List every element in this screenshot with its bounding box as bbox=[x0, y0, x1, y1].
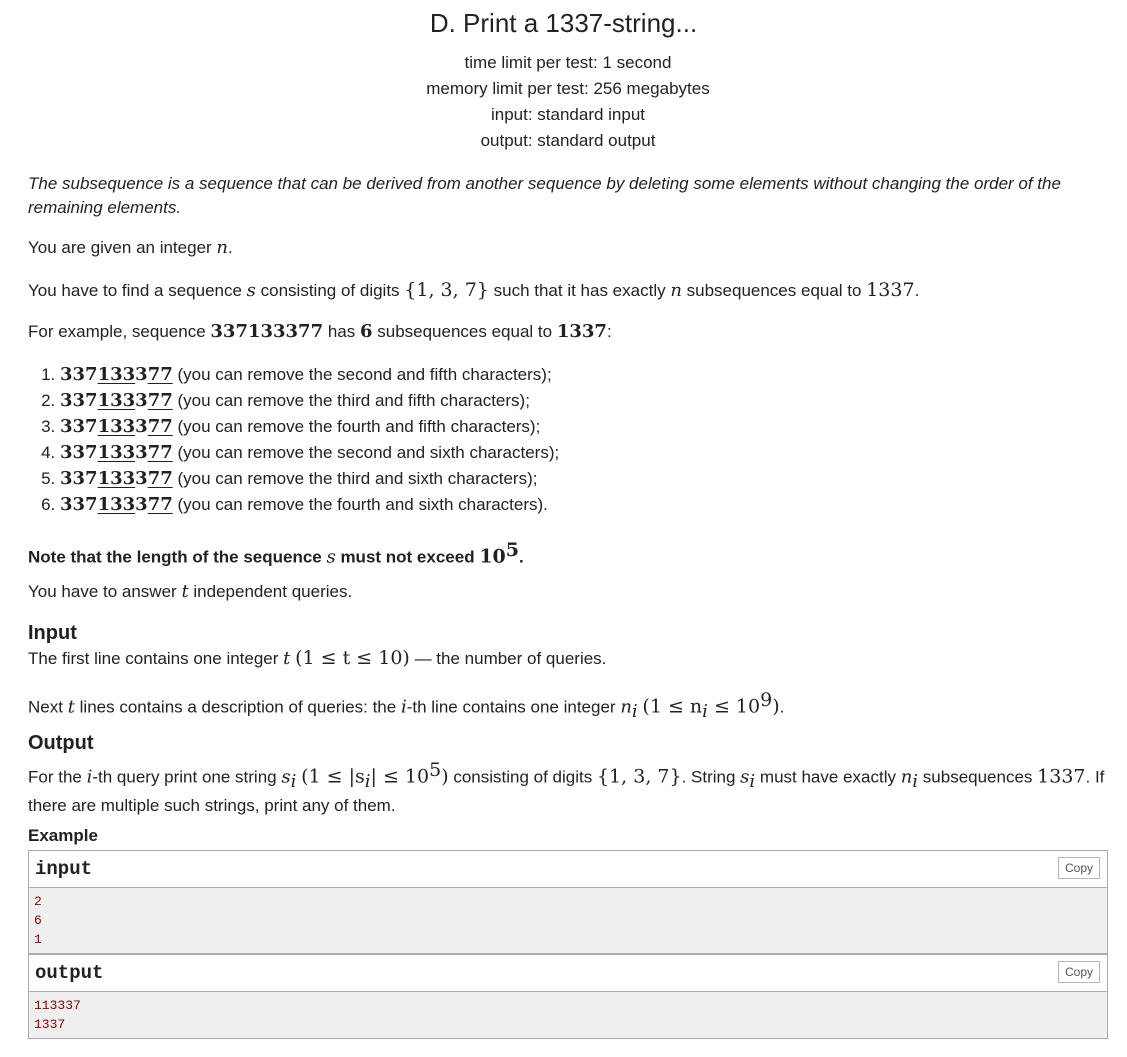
sample-input-header bbox=[29, 851, 1107, 888]
note-paragraph: Note that the length of the sequence s must not exceed $10^5$. bbox=[28, 539, 524, 568]
list-item: 5. 337133377 (you can remove the third and sixth characters); bbox=[60, 466, 559, 492]
statement-paragraph-3: For example, sequence 337133377 has 6 subsequences equal to 1337: bbox=[28, 321, 612, 342]
sample-output-box bbox=[28, 954, 1108, 1039]
sample-input-line: 1 bbox=[34, 932, 42, 947]
sample-output-header bbox=[29, 955, 1107, 992]
list-item: 2. 337133377 (you can remove the third and fifth characters); bbox=[60, 388, 559, 414]
problem-title: D. Print a 1337-string... bbox=[429, 8, 698, 38]
input-spec: input: standard input bbox=[490, 105, 646, 124]
time-limit: time limit per test: 1 second bbox=[464, 53, 672, 72]
sample-input-box bbox=[28, 850, 1108, 954]
example-title: Example bbox=[28, 826, 98, 845]
sample-output-line: 1337 bbox=[34, 1017, 66, 1032]
statement-paragraph-1: You are given an integer n. bbox=[28, 237, 233, 258]
sample-output-label: output bbox=[35, 962, 104, 984]
list-item: 6. 337133377 (you can remove the fourth and sixth characters). bbox=[60, 492, 559, 518]
legend-text: The subsequence is a sequence that can be derived from another sequence by deleting some elements without changing the order of the remaining elements. bbox=[28, 174, 1061, 217]
list-item: 3. 337133377 (you can remove the fourth and fifth characters); bbox=[60, 414, 559, 440]
output-spec: output: standard output bbox=[480, 131, 656, 150]
statement-paragraph-4: You have to answer t independent queries. bbox=[28, 581, 353, 602]
sample-output-content bbox=[29, 992, 1107, 1038]
list-item: 1. 337133377 (you can remove the second and fifth characters); bbox=[60, 362, 559, 388]
memory-limit: memory limit per test: 256 megabytes bbox=[426, 79, 710, 98]
statement-paragraph-2: You have to find a sequence s consisting of digits {1, 3, 7} such that it has exactly n subsequences equal to 1337. bbox=[28, 279, 920, 301]
copy-output-button[interactable]: Copy bbox=[1058, 961, 1100, 983]
list-item: 4. 337133377 (you can remove the second and sixth characters); bbox=[60, 440, 559, 466]
sample-output-line: 113337 bbox=[34, 998, 81, 1013]
sample-input-content bbox=[29, 888, 1107, 953]
copy-input-button[interactable]: Copy bbox=[1058, 857, 1100, 879]
sample-input-label: input bbox=[35, 858, 93, 880]
example-list bbox=[40, 362, 559, 518]
input-line-1: The first line contains one integer t (1 ≤ t ≤ 10) — the number of queries. bbox=[28, 647, 607, 669]
sample-input-line: 6 bbox=[34, 913, 42, 928]
output-line-1: For the i-th query print one string $s_i$ $(1 \le |s_i| \le 10^5)$ consisting of digits {1, 3, 7}. String $s_i$ must have exactly $n_i$ subsequences 1337. If there are multiple such strings, print any of them. bbox=[28, 759, 1105, 816]
output-section-title: Output bbox=[28, 732, 94, 754]
input-section-title: Input bbox=[28, 622, 77, 644]
sample-input-line: 2 bbox=[34, 894, 42, 909]
input-line-2: Next t lines contains a description of queries: the i-th line contains one integer $n_i$ $(1 \le n_i \le 10^9)$. bbox=[28, 689, 785, 723]
